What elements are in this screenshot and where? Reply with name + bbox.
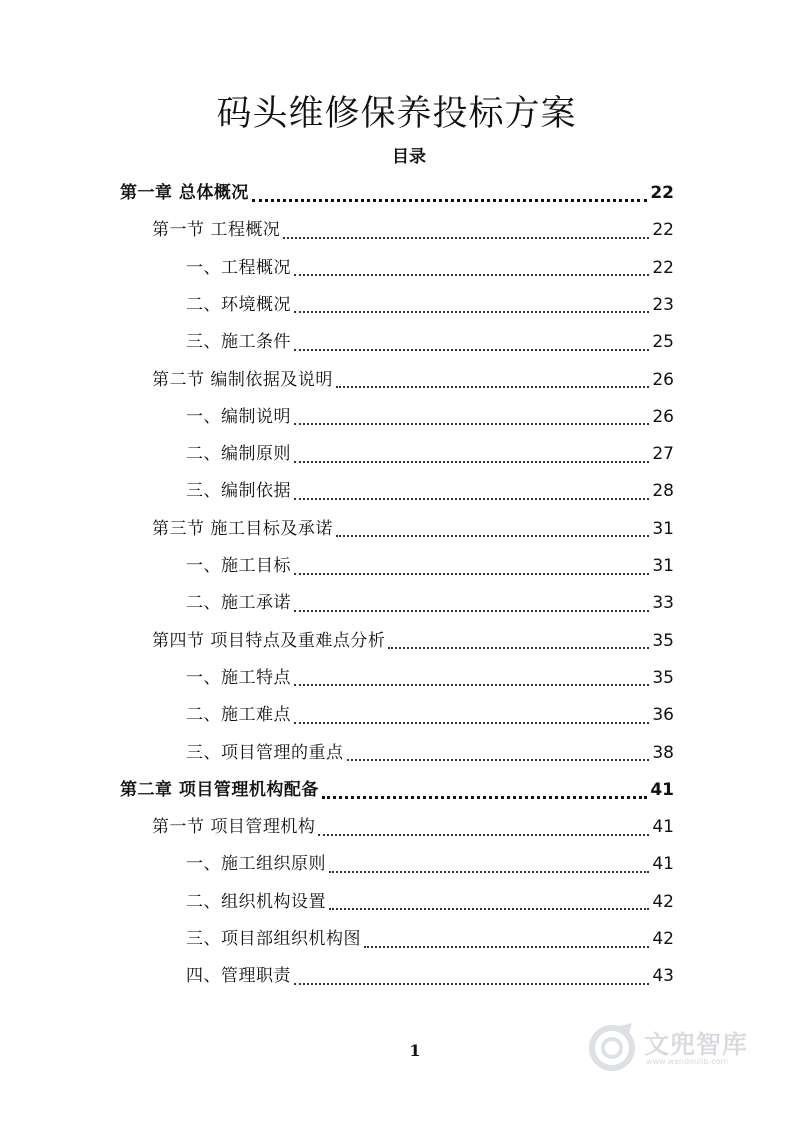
toc-entry-label: 第一节 项目管理机构 bbox=[152, 817, 316, 838]
toc-dot-leader bbox=[347, 759, 650, 761]
toc-entry[interactable] bbox=[186, 250, 674, 287]
toc-entry-label: 第三节 施工目标及承诺 bbox=[152, 518, 333, 539]
toc-entry-page: 27 bbox=[652, 444, 674, 465]
toc-dot-leader bbox=[283, 237, 649, 239]
toc-dot-leader bbox=[294, 983, 649, 985]
toc-entry-label: 一、施工目标 bbox=[186, 556, 291, 576]
toc-entry[interactable] bbox=[152, 212, 674, 249]
toc-entry[interactable] bbox=[186, 548, 674, 585]
toc-dot-leader bbox=[294, 423, 649, 425]
toc-entry[interactable] bbox=[186, 287, 674, 324]
toc-dot-leader bbox=[318, 834, 649, 836]
toc-entry-page: 23 bbox=[652, 294, 674, 315]
toc-entry-page: 42 bbox=[652, 891, 674, 912]
toc-entry-label: 三、项目管理的重点 bbox=[186, 742, 344, 763]
toc-entry-page: 22 bbox=[652, 220, 674, 241]
toc-entry[interactable] bbox=[186, 697, 674, 734]
toc-dot-leader bbox=[294, 610, 649, 612]
toc-entry-label: 第一章 总体概况 bbox=[120, 183, 249, 203]
toc-entry-label: 四、管理职责 bbox=[186, 966, 291, 987]
toc-entry-page: 36 bbox=[652, 705, 674, 726]
toc-entry[interactable] bbox=[186, 958, 674, 995]
toc-dot-leader bbox=[329, 908, 649, 910]
toc-entry-page: 41 bbox=[652, 817, 674, 838]
page-number: 1 bbox=[409, 1041, 421, 1060]
toc-entry[interactable] bbox=[186, 884, 674, 921]
toc-dot-leader bbox=[329, 871, 649, 873]
toc-entry-label: 第二节 编制依据及说明 bbox=[152, 369, 333, 390]
toc-dot-leader bbox=[322, 796, 647, 799]
toc-entry-label: 三、编制依据 bbox=[186, 481, 291, 502]
toc-entry[interactable] bbox=[152, 809, 674, 846]
toc-entry-label: 第四节 项目特点及重难点分析 bbox=[152, 630, 386, 651]
document-title: 码头维修保养投标方案 bbox=[216, 94, 577, 134]
toc-entry[interactable] bbox=[186, 324, 674, 361]
toc-entry-page: 25 bbox=[652, 332, 674, 353]
toc-entry-label: 二、环境概况 bbox=[186, 294, 291, 315]
toc-entry-label: 二、组织机构设置 bbox=[186, 891, 326, 912]
toc-entry-page: 38 bbox=[652, 742, 674, 763]
watermark-name: 文兜智库 bbox=[644, 1030, 749, 1059]
toc-dot-leader bbox=[336, 386, 649, 388]
toc-entry-label: 一、编制说明 bbox=[186, 406, 291, 427]
toc-entry-label: 第二章 项目管理机构配备 bbox=[120, 779, 319, 800]
toc-entry-page: 31 bbox=[652, 556, 674, 576]
toc-entry[interactable] bbox=[186, 660, 674, 697]
toc-entry-page: 42 bbox=[652, 929, 674, 949]
toc-dot-leader bbox=[364, 946, 649, 948]
toc-entry-label: 三、项目部组织机构图 bbox=[186, 929, 361, 949]
toc-dot-leader bbox=[388, 647, 649, 649]
toc-entry-page: 35 bbox=[652, 667, 674, 688]
toc-dot-leader bbox=[294, 498, 649, 500]
toc-entry[interactable] bbox=[152, 623, 674, 660]
toc-dot-leader bbox=[294, 311, 649, 313]
toc-entry-page: 41 bbox=[652, 854, 674, 875]
toc-entry[interactable] bbox=[152, 362, 674, 399]
wendou-logo-icon bbox=[588, 1021, 640, 1073]
toc-entry-page: 26 bbox=[652, 369, 674, 390]
toc-entry-label: 二、施工难点 bbox=[186, 705, 291, 726]
toc-dot-leader bbox=[336, 535, 649, 537]
toc-entry[interactable] bbox=[120, 772, 674, 809]
toc-entry-label: 一、工程概况 bbox=[186, 257, 291, 278]
toc-entry-label: 三、施工条件 bbox=[186, 332, 291, 353]
toc-entry-page: 26 bbox=[652, 406, 674, 427]
toc-entry-page: 28 bbox=[652, 481, 674, 502]
toc-entry[interactable] bbox=[186, 399, 674, 436]
toc-entry-label: 二、施工承诺 bbox=[186, 593, 291, 614]
toc-entry-page: 43 bbox=[652, 966, 674, 987]
toc-entry[interactable] bbox=[186, 473, 674, 510]
toc-entry[interactable] bbox=[152, 511, 674, 548]
toc-entry[interactable] bbox=[186, 436, 674, 473]
watermark-url: www.wendoulib.com bbox=[646, 1057, 729, 1066]
toc-entry-label: 一、施工特点 bbox=[186, 667, 291, 688]
toc-entry[interactable] bbox=[186, 735, 674, 772]
toc-entry-page: 33 bbox=[652, 593, 674, 614]
toc-dot-leader bbox=[294, 573, 649, 575]
toc-dot-leader bbox=[294, 684, 649, 686]
toc-entry[interactable] bbox=[186, 846, 674, 883]
toc-entry[interactable] bbox=[186, 585, 674, 622]
toc-dot-leader bbox=[294, 349, 649, 351]
toc-entry-label: 第一节 工程概况 bbox=[152, 220, 281, 241]
toc-dot-leader bbox=[294, 274, 649, 276]
toc-entry[interactable] bbox=[120, 175, 674, 212]
toc-dot-leader bbox=[252, 199, 647, 202]
toc-dot-leader bbox=[294, 722, 649, 724]
toc-entry-page: 35 bbox=[652, 630, 674, 651]
toc-heading: 目录 bbox=[392, 147, 426, 167]
toc-entry-page: 22 bbox=[650, 183, 674, 203]
toc-entry-page: 31 bbox=[652, 518, 674, 539]
toc-entry-label: 二、编制原则 bbox=[186, 444, 291, 465]
toc-entry-page: 22 bbox=[652, 257, 674, 278]
toc-entry-label: 一、施工组织原则 bbox=[186, 854, 326, 875]
toc-dot-leader bbox=[294, 461, 649, 463]
watermark bbox=[588, 1021, 758, 1073]
toc-entry-page: 41 bbox=[650, 779, 674, 800]
toc-entry[interactable] bbox=[186, 921, 674, 958]
